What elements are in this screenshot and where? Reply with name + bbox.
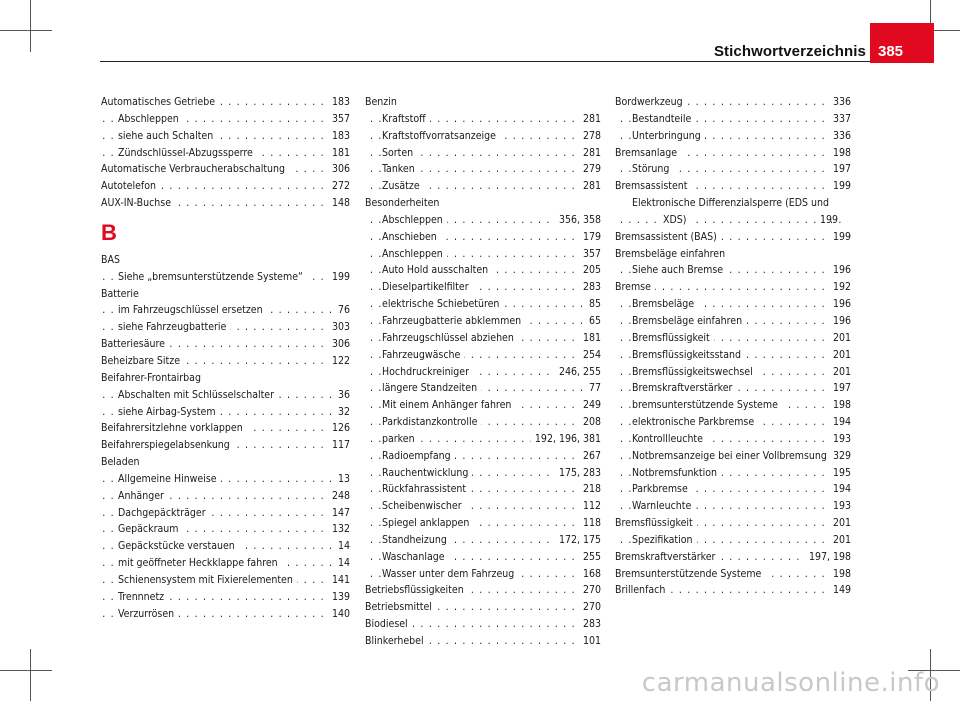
entry-label: Benzin [365,96,401,108]
entry-label: Fahrzeugwäsche [382,349,464,361]
index-entry [615,549,851,566]
index-subentry [101,128,350,145]
index-subentry [365,549,601,566]
entry-page-ref: 336 [829,94,851,111]
index-entry [615,279,851,296]
entry-page-ref: 32 [334,404,350,421]
entry-page-ref: 205 [579,262,601,279]
entry-label: Brillenfach [615,584,669,596]
entry-page-ref: 117 [328,437,350,454]
entry-label: Beifahrerspiegelabsenkung [101,439,234,451]
index-entry [101,195,350,212]
entry-page-ref: 199 [829,178,851,195]
index-subentry [615,465,851,482]
entry-label: Zusätze [382,180,424,192]
index-subentry [615,448,851,465]
entry-page-ref: 139 [328,589,350,606]
index-entry [101,420,350,437]
entry-label: Unterbringung [632,130,705,142]
index-subentry [101,538,350,555]
entry-label: Gepäckraum [118,523,182,535]
entry-label: Hochdruckreiniger [382,366,473,378]
entry-page-ref: 279 [579,161,601,178]
entry-label: Bremsassistent [615,180,691,192]
entry-page-ref: 112 [579,498,601,515]
index-subentry [365,532,601,549]
entry-label: längere Standzeiten [382,382,481,394]
entry-label: Blinkerhebel [365,635,428,647]
index-entry [615,246,851,263]
index-subentry [615,195,851,229]
index-subentry [365,414,601,431]
index-subentry [101,488,350,505]
entry-page-ref: 197 [829,380,851,397]
entry-page-ref: 281 [579,178,601,195]
index-subentry [101,521,350,538]
entry-page-ref: 196 [829,296,851,313]
entry-label: Batteriesäure [101,338,169,350]
entry-label: Fahrzeugbatterie abklemmen [382,315,525,327]
entry-label: Wasser unter dem Fahrzeug [382,568,518,580]
entry-page-ref: 248 [328,488,350,505]
entry-label: Bremsbeläge [632,298,698,310]
entry-page-ref: 183 [328,94,350,111]
index-subentry [365,448,601,465]
index-subentry [101,505,350,522]
entry-page-ref: 199 [328,269,350,286]
index-subentry [615,532,851,549]
entry-page-ref: 181 [579,330,601,347]
entry-page-ref: 201 [829,515,851,532]
entry-label: Anhänger [118,490,168,502]
index-entry [615,178,851,195]
entry-page-ref: 201 [829,364,851,381]
index-entry [101,370,350,387]
index-subentry [365,397,601,414]
entry-page-ref: 141 [328,572,350,589]
entry-page-ref: 36 [334,387,350,404]
entry-page-ref: 283 [579,616,601,633]
entry-label: Notbremsfunktion [632,467,721,479]
entry-label: Abschalten mit Schlüsselschalter [118,389,278,401]
entry-label: Spezifikation [632,534,697,546]
index-subentry [101,319,350,336]
entry-page-ref: 194 [829,414,851,431]
entry-page-ref: 198 [829,566,851,583]
index-subentry [615,498,851,515]
index-subentry [365,128,601,145]
index-entry [615,145,851,162]
entry-label: Abschleppen [382,214,447,226]
entry-label: Bremsbeläge einfahren [632,315,746,327]
entry-page-ref: 197, 198 [805,549,851,566]
entry-page-ref: 201 [829,347,851,364]
entry-label: Warnleuchte [632,500,695,512]
entry-label: Standheizung [382,534,451,546]
entry-label: Parkbremse [632,483,692,495]
index-subentry [365,465,601,482]
crop-mark [0,670,52,671]
entry-label: Radioempfang [382,450,455,462]
entry-page-ref: 281 [579,145,601,162]
entry-page-ref: 65 [585,313,601,330]
entry-page-ref: 306 [328,161,350,178]
entry-page-ref: 193 [829,431,851,448]
index-subentry [615,397,851,414]
entry-label: Siehe „bremsunterstützende Systeme“ [118,271,307,283]
index-subentry [615,380,851,397]
entry-label: Bestandteile [632,113,695,125]
entry-label: Notbremsanzeige bei einer Vollbremsung [632,450,831,462]
page-number: 385 [878,43,904,60]
entry-page-ref: 270 [579,582,601,599]
entry-page-ref: 356, 358 [555,212,601,229]
index-entry [615,582,851,599]
index-subentry [365,347,601,364]
entry-label: Sorten [382,147,417,159]
index-entry [615,566,851,583]
entry-label: Bremskraftverstärker [615,551,719,563]
index-entry [365,599,601,616]
entry-label: Batterie [101,288,143,300]
entry-label: Bremsassistent (BAS) [615,231,721,243]
entry-label: AUX-IN-Buchse [101,197,175,209]
index-subentry [365,515,601,532]
index-subentry [101,471,350,488]
entry-page-ref: 270 [579,599,601,616]
index-subentry [101,269,350,286]
index-entry [101,178,350,195]
entry-page-ref: 329 [829,448,851,465]
index-entry [101,353,350,370]
entry-label: Bremskraftverstärker [632,382,736,394]
index-subentry [365,111,601,128]
index-subentry [101,145,350,162]
index-subentry [615,296,851,313]
index-entry [615,94,851,111]
index-subentry [365,481,601,498]
entry-label: Besonderheiten [365,197,443,209]
index-subentry [365,364,601,381]
entry-page-ref: 149 [829,582,851,599]
index-column-3 [615,94,851,599]
entry-page-ref: 193 [829,498,851,515]
entry-label: Gepäckstücke verstauen [118,540,239,552]
entry-page-ref: 179 [579,229,601,246]
index-subentry [365,279,601,296]
entry-page-ref: 196 [829,262,851,279]
entry-label: Waschanlage [382,551,449,563]
entry-label: Beifahrersitzlehne vorklappen [101,422,247,434]
entry-page-ref: 194 [829,481,851,498]
entry-label: Betriebsflüssigkeiten [365,584,468,596]
entry-label: Rückfahrassistent [382,483,470,495]
index-entry [365,94,601,111]
entry-page-ref: 199 [829,229,851,246]
entry-label: Automatisches Getriebe [101,96,219,108]
entry-page-ref: 306 [328,336,350,353]
entry-label: Abschleppen [118,113,183,125]
index-subentry [365,178,601,195]
entry-page-ref: 77 [585,380,601,397]
entry-page-ref: 255 [579,549,601,566]
index-subentry [101,111,350,128]
index-subentry [365,212,601,229]
entry-page-ref: 132 [328,521,350,538]
entry-page-ref: 199 [847,212,851,229]
index-subentry [101,387,350,404]
entry-label: Bremsflüssigkeit [615,517,697,529]
index-subentry [615,347,851,364]
entry-page-ref: 14 [334,538,350,555]
entry-page-ref: 118 [579,515,601,532]
index-subentry [101,572,350,589]
entry-label: Bremsbeläge einfahren [615,248,729,260]
index-subentry [615,330,851,347]
entry-page-ref: 192, 196, 381 [531,431,601,448]
entry-label: Schienensystem mit Fixierelementen [118,574,297,586]
entry-page-ref: 201 [829,330,851,347]
index-entry [101,336,350,353]
entry-label: Siehe auch Bremse [632,264,727,276]
entry-page-ref: 267 [579,448,601,465]
entry-page-ref: 147 [328,505,350,522]
entry-label: Bremse [615,281,655,293]
entry-label: Auto Hold ausschalten [382,264,492,276]
entry-page-ref: 168 [579,566,601,583]
entry-page-ref: 208 [579,414,601,431]
entry-label: Mit einem Anhänger fahren [382,399,515,411]
entry-page-ref: 246, 255 [555,364,601,381]
index-subentry [365,498,601,515]
entry-label: Beifahrer-Frontairbag [101,372,205,384]
entry-label: Bremsanlage [615,147,681,159]
index-subentry [615,111,851,128]
entry-label: Tanken [382,163,419,175]
entry-page-ref: 357 [328,111,350,128]
entry-page-ref: 13 [334,471,350,488]
entry-page-ref: 126 [328,420,350,437]
entry-page-ref: 181 [328,145,350,162]
index-entry [101,161,350,178]
entry-page-ref: 76 [334,302,350,319]
index-subentry [615,414,851,431]
entry-page-ref: 254 [579,347,601,364]
index-subentry [615,128,851,145]
entry-label: siehe auch Schalten [118,130,217,142]
entry-page-ref: 172, 175 [555,532,601,549]
entry-label: mit geöffneter Heckklappe fahren [118,557,282,569]
watermark: carmanualsonline.info [641,668,940,698]
index-subentry [615,262,851,279]
entry-page-ref: 101 [579,633,601,650]
entry-label: Rauchentwicklung [382,467,472,479]
entry-label: Bremsflüssigkeitsstand [632,349,745,361]
entry-label: Bremsflüssigkeitswechsel [632,366,757,378]
entry-page-ref: 196 [829,313,851,330]
entry-label: parken [382,433,419,445]
index-subentry [615,313,851,330]
index-subentry [365,313,601,330]
entry-label: Allgemeine Hinweise [118,473,221,485]
entry-page-ref: 122 [328,353,350,370]
entry-label: Kraftstoff [382,113,430,125]
entry-label: Störung [632,163,673,175]
index-subentry [615,481,851,498]
entry-page-ref: 148 [328,195,350,212]
index-subentry [365,161,601,178]
index-entry [365,582,601,599]
entry-label: BAS [101,254,124,266]
index-entry [101,252,350,269]
index-subentry [101,589,350,606]
entry-label: Dachgepäckträger [118,507,210,519]
entry-label: Beheizbare Sitze [101,355,184,367]
index-subentry [101,404,350,421]
entry-label: Parkdistanzkontrolle [382,416,481,428]
index-entry [365,633,601,650]
entry-page-ref: 198 [829,397,851,414]
entry-page-ref: 357 [579,246,601,263]
index-subentry [365,330,601,347]
index-subentry [101,555,350,572]
index-subentry [101,302,350,319]
index-letter-heading: B [101,219,117,245]
entry-page-ref: 192 [829,279,851,296]
entry-page-ref: 201 [829,532,851,549]
entry-page-ref: 140 [328,606,350,623]
entry-label: Bremsunterstützende Systeme [615,568,765,580]
entry-page-ref: 175, 283 [555,465,601,482]
header-divider [100,61,870,62]
entry-label: Betriebsmittel [365,601,436,613]
entry-label: Scheibenwischer [382,500,466,512]
entry-page-ref: 14 [334,555,350,572]
entry-page-ref: 198 [829,145,851,162]
entry-label: bremsunterstützende Systeme [632,399,782,411]
entry-page-ref: 183 [328,128,350,145]
index-column-1 [101,94,350,622]
entry-label: Bordwerkzeug [615,96,687,108]
entry-label: Biodiesel [365,618,412,630]
entry-page-ref: 303 [328,319,350,336]
entry-label: elektronische Parkbremse [632,416,758,428]
entry-page-ref: 278 [579,128,601,145]
entry-page-ref: 336 [829,128,851,145]
entry-page-ref: 85 [585,296,601,313]
crop-mark [30,0,31,52]
entry-page-ref: 281 [579,111,601,128]
page-title: Stichwortverzeichnis [713,43,866,60]
index-entry [101,94,350,111]
index-entry [365,195,601,212]
index-subentry [365,296,601,313]
entry-label: Autotelefon [101,180,160,192]
index-subentry [101,606,350,623]
entry-label: Verzurrösen [118,608,178,620]
entry-label: Fahrzeugschlüssel abziehen [382,332,518,344]
index-column-2 [365,94,601,650]
entry-label: Elektronische Differenzialsperre (EDS und XDS) [632,197,830,226]
entry-page-ref: 272 [328,178,350,195]
entry-label: elektrische Schiebetüren [382,298,503,310]
index-subentry [365,229,601,246]
entry-page-ref: 337 [829,111,851,128]
index-entry [615,229,851,246]
crop-mark [0,30,52,31]
entry-page-ref: 218 [579,481,601,498]
entry-page-ref: 197 [829,161,851,178]
index-subentry [365,262,601,279]
index-subentry [615,161,851,178]
index-subentry [615,431,851,448]
entry-label: Trennnetz [118,591,168,603]
index-subentry [365,380,601,397]
entry-label: Bremsflüssigkeit [632,332,714,344]
entry-label: Automatische Verbraucherabschaltung [101,163,289,175]
entry-label: Dieselpartikelfilter [382,281,473,293]
index-entry [365,616,601,633]
index-subentry [615,364,851,381]
index-entry [101,454,350,471]
entry-label: Anschleppen [382,248,447,260]
index-entry [101,437,350,454]
entry-label: Zündschlüssel-Abzugssperre [118,147,257,159]
entry-page-ref: 283 [579,279,601,296]
index-subentry [365,145,601,162]
index-subentry [365,431,601,448]
entry-label: Kontrollleuchte [632,433,707,445]
entry-label: Anschieben [382,231,441,243]
index-subentry [365,246,601,263]
entry-page-ref: 195 [829,465,851,482]
entry-page-ref: 249 [579,397,601,414]
index-entry [615,515,851,532]
index-subentry [365,566,601,583]
entry-label: im Fahrzeugschlüssel ersetzen [118,304,267,316]
entry-label: siehe Fahrzeugbatterie [118,321,230,333]
crop-mark [30,649,31,701]
entry-label: Beladen [101,456,144,468]
entry-label: Spiegel anklappen [382,517,473,529]
entry-label: Kraftstoffvorratsanzeige [382,130,500,142]
entry-label: siehe Airbag-System [118,406,220,418]
index-entry [101,286,350,303]
